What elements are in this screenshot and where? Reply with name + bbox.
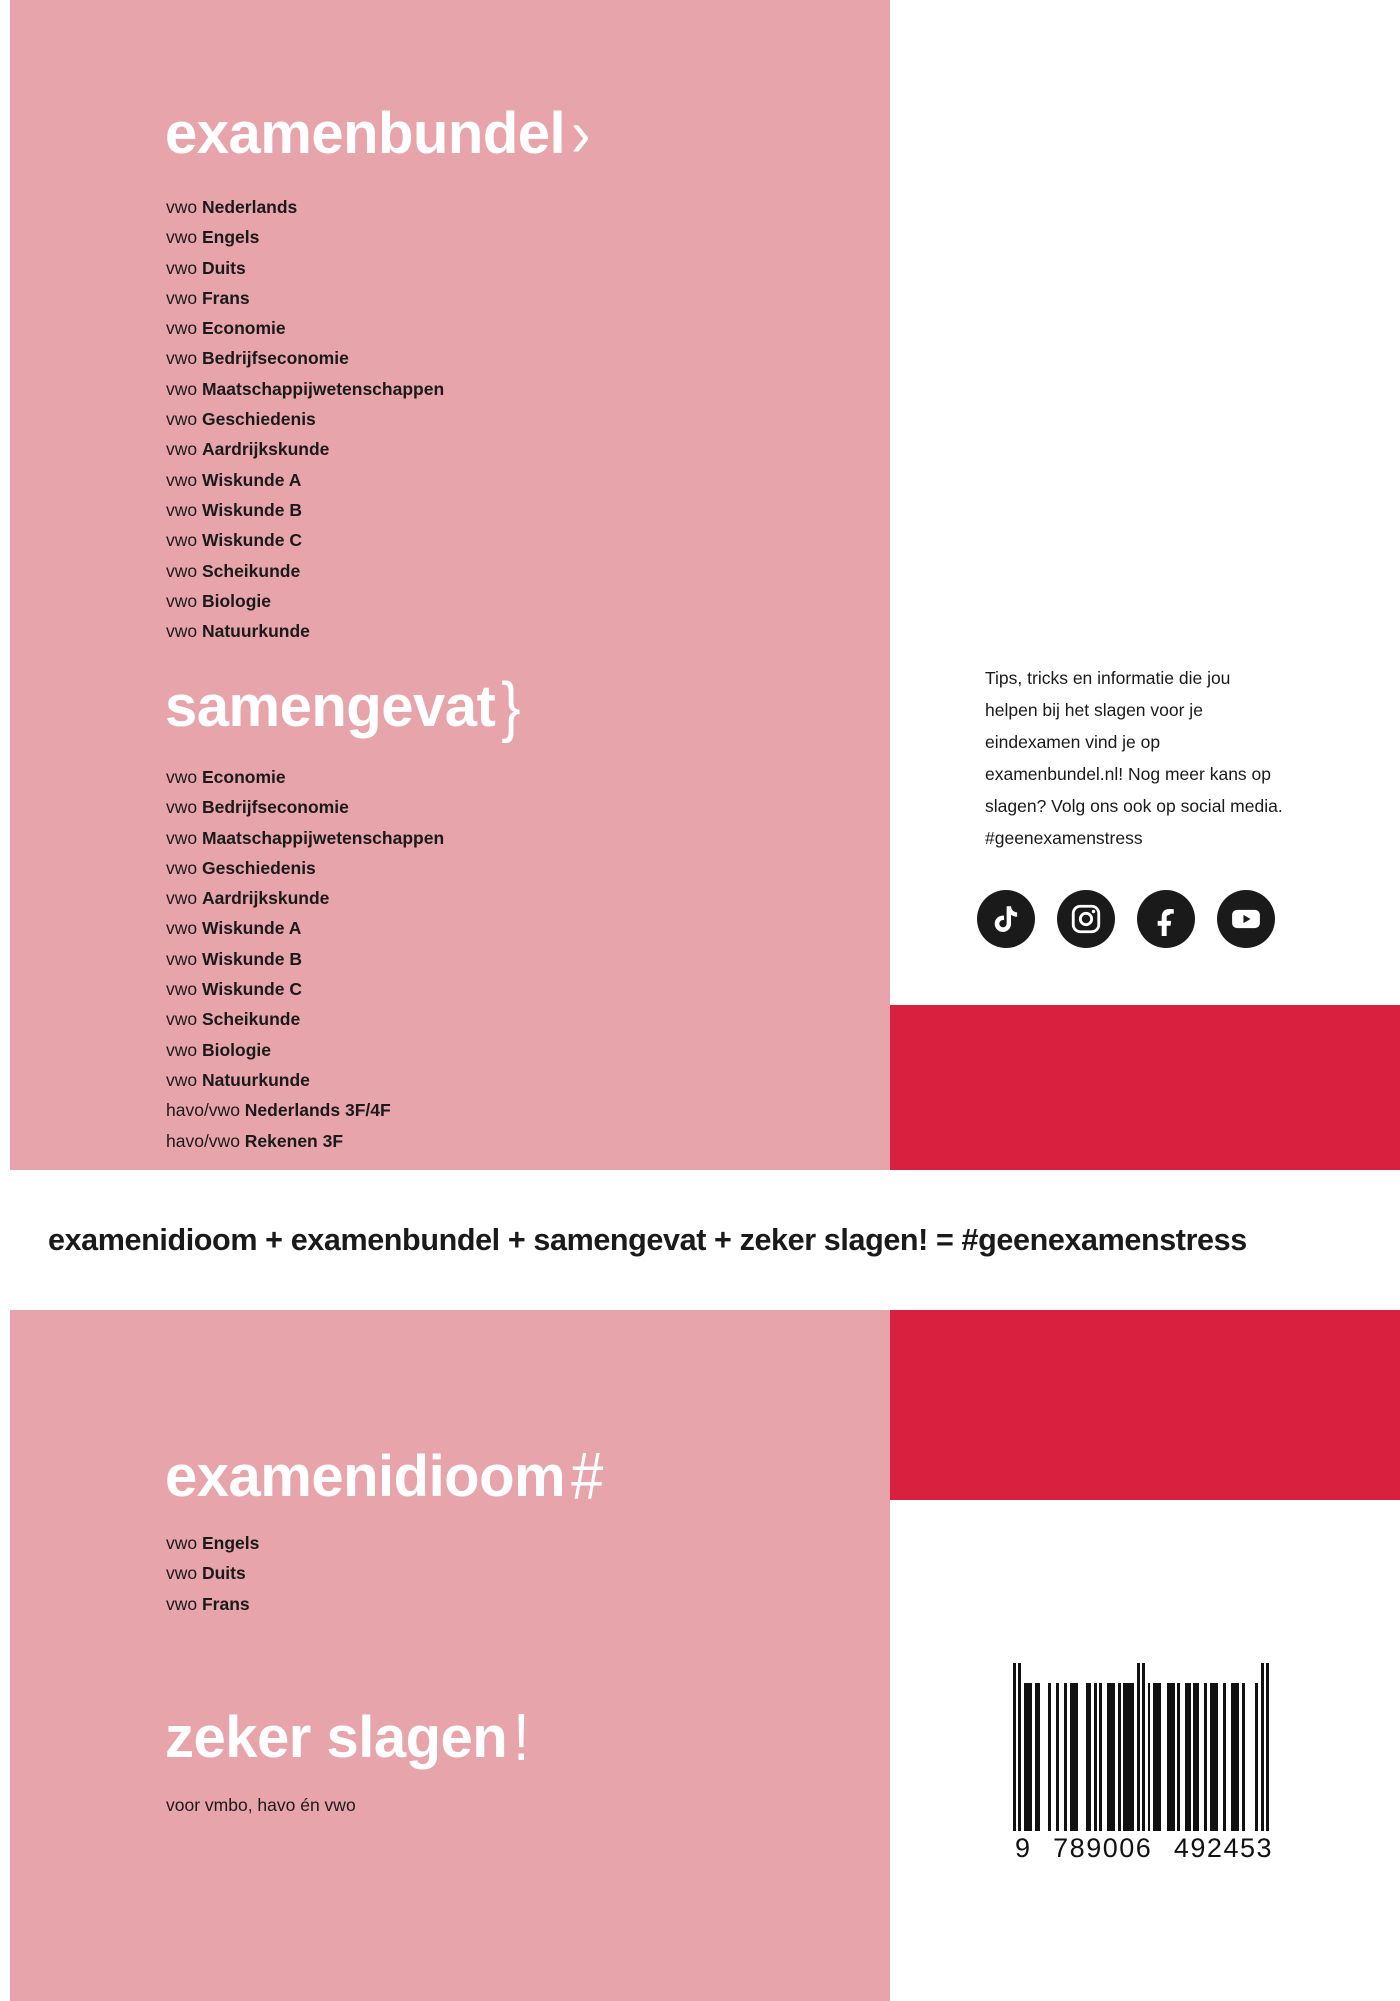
red-block-lower	[890, 1310, 1400, 1500]
subject-list-item	[166, 253, 444, 283]
subject-list-item	[166, 495, 444, 525]
social-media-row	[977, 890, 1275, 948]
subject-list-item	[166, 1558, 259, 1588]
barcode-bar	[1210, 1683, 1218, 1831]
exclamation-icon: !	[513, 1700, 529, 1775]
brace-right-icon: }	[501, 669, 521, 744]
subject-list-item	[166, 313, 444, 343]
subject-name: Natuurkunde	[201, 621, 310, 642]
subject-level: havo/vwo	[166, 1100, 245, 1121]
barcode-bars	[1013, 1663, 1275, 1831]
barcode-digit-lead: 9	[1015, 1833, 1032, 1863]
subject-list-item	[166, 283, 444, 313]
barcode-bar	[1123, 1683, 1134, 1831]
heading-examenidioom	[165, 1439, 603, 1514]
subject-level: vwo	[166, 287, 202, 308]
subject-level: vwo	[166, 197, 202, 217]
subject-list-item	[166, 853, 444, 883]
heading-examenbundel-text: examenbundel	[165, 101, 566, 166]
subject-name: Duits	[201, 257, 246, 278]
subject-level: vwo	[166, 621, 202, 642]
subject-name: Maatschappijwetenschappen	[201, 827, 445, 848]
subject-level: vwo	[166, 227, 202, 248]
subject-list-item	[166, 1004, 444, 1034]
heading-examenidioom-text: examenidioom	[165, 1444, 566, 1509]
subject-list-item	[166, 944, 444, 974]
subject-level: vwo	[166, 797, 202, 818]
instagram-icon[interactable]	[1057, 890, 1115, 948]
subject-list-item	[166, 192, 444, 222]
subject-name: Rekenen 3F	[244, 1130, 344, 1151]
barcode	[1005, 1655, 1283, 1868]
subject-level: vwo	[166, 1593, 202, 1614]
subject-level: vwo	[166, 530, 202, 551]
zeker-slagen-subtitle: voor vmbo, havo én vwo	[166, 1795, 356, 1815]
subject-level: vwo	[166, 767, 202, 787]
subject-name: Frans	[201, 1593, 250, 1614]
subject-list-item	[166, 883, 444, 913]
chevron-right-icon: ›	[571, 96, 590, 171]
subject-name: Aardrijkskunde	[201, 888, 330, 909]
heading-zeker-slagen-text: zeker slagen	[165, 1705, 508, 1770]
subject-name: Maatschappijwetenschappen	[201, 378, 445, 399]
barcode-bar	[1107, 1683, 1115, 1831]
subject-list-item	[166, 1589, 259, 1619]
subject-name: Economie	[201, 767, 286, 787]
subject-level: vwo	[166, 1563, 202, 1584]
heading-examenbundel	[165, 96, 590, 171]
subject-list-item	[166, 222, 444, 252]
subject-name: Aardrijkskunde	[201, 439, 330, 460]
subject-list-item	[166, 556, 444, 586]
subject-name: Scheikunde	[201, 560, 301, 581]
subject-list-item	[166, 404, 444, 434]
youtube-icon[interactable]	[1217, 890, 1275, 948]
subject-name: Wiskunde B	[201, 948, 302, 969]
subject-list-examenidioom	[166, 1528, 259, 1619]
barcode-bar	[1078, 1663, 1086, 1831]
subject-list-item	[166, 913, 444, 943]
barcode-digits-left: 789006	[1053, 1833, 1153, 1863]
subject-list-item	[166, 525, 444, 555]
subject-name: Scheikunde	[201, 1009, 301, 1030]
subject-name: Biologie	[201, 1039, 272, 1060]
barcode-bar	[1040, 1663, 1048, 1831]
subject-level: vwo	[166, 590, 202, 611]
subject-name: Biologie	[201, 590, 272, 611]
subject-name: Bedrijfseconomie	[201, 348, 349, 369]
subject-level: vwo	[166, 439, 202, 460]
subject-name: Bedrijfseconomie	[201, 797, 349, 818]
subject-level: vwo	[166, 1039, 202, 1060]
subject-list-item	[166, 762, 444, 792]
subject-level: vwo	[166, 469, 202, 490]
subject-level: vwo	[166, 409, 202, 430]
subject-name: Economie	[201, 318, 286, 339]
subject-name: Geschiedenis	[201, 409, 316, 430]
barcode-digits-right: 492453	[1173, 1833, 1273, 1863]
subject-list-item	[166, 1065, 444, 1095]
subject-level: vwo	[166, 1069, 202, 1090]
subject-level: vwo	[166, 378, 202, 399]
top-pink-panel	[10, 0, 890, 1170]
subject-list-item	[166, 374, 444, 404]
subject-list-item	[166, 586, 444, 616]
subject-name: Natuurkunde	[201, 1069, 310, 1090]
facebook-icon[interactable]	[1137, 890, 1195, 948]
tips-paragraph: Tips, tricks en informatie die jou helpen bij het slagen voor je eindexamen vind je op examenbundel.nl! Nog meer kans op slagen? Volg ons ook op social media. #geenexamenstress	[985, 668, 1283, 848]
barcode-bar	[1245, 1663, 1256, 1831]
subject-list-item	[166, 974, 444, 1004]
barcode-bar	[1024, 1683, 1032, 1831]
subject-name: Nederlands	[201, 197, 298, 217]
subject-level: vwo	[166, 560, 202, 581]
tiktok-icon[interactable]	[977, 890, 1035, 948]
subject-level: vwo	[166, 979, 202, 1000]
subject-name: Geschiedenis	[201, 857, 316, 878]
subject-list-item	[166, 1035, 444, 1065]
subject-name: Wiskunde C	[201, 530, 302, 551]
subject-name: Wiskunde A	[201, 469, 302, 490]
subject-name: Wiskunde C	[201, 979, 302, 1000]
subject-name: Engels	[201, 227, 260, 248]
subject-level: havo/vwo	[166, 1130, 245, 1151]
subject-list-item	[166, 1528, 259, 1558]
subject-list-item	[166, 343, 444, 373]
barcode-bar	[1231, 1683, 1239, 1831]
bottom-pink-panel	[10, 1310, 890, 2001]
subject-list-samengevat	[166, 762, 444, 1156]
center-tagline-text: examenidioom + examenbundel + samengevat + zeker slagen! = #geenexamenstress	[48, 1222, 1247, 1257]
barcode-bar	[1070, 1683, 1078, 1831]
barcode-bar	[1266, 1663, 1269, 1831]
subject-level: vwo	[166, 348, 202, 369]
subject-list-item	[166, 1126, 444, 1156]
subject-name: Wiskunde B	[201, 499, 302, 520]
heading-samengevat-text: samengevat	[165, 674, 496, 739]
subject-name: Wiskunde A	[201, 918, 302, 939]
heading-zeker-slagen	[165, 1700, 529, 1775]
center-tagline-band	[0, 1170, 1400, 1310]
subject-name: Engels	[201, 1533, 260, 1553]
red-block-upper	[890, 1005, 1400, 1170]
barcode-bar	[1153, 1683, 1161, 1831]
subject-list-examenbundel	[166, 192, 444, 646]
subject-level: vwo	[166, 318, 202, 339]
subject-list-item	[166, 465, 444, 495]
barcode-digits	[1013, 1833, 1275, 1864]
subject-level: vwo	[166, 857, 202, 878]
subject-level: vwo	[166, 499, 202, 520]
subject-level: vwo	[166, 948, 202, 969]
subject-level: vwo	[166, 918, 202, 939]
subject-name: Frans	[201, 287, 250, 308]
hash-icon: #	[571, 1439, 603, 1514]
subject-list-item	[166, 823, 444, 853]
subject-list-item	[166, 616, 444, 646]
subject-name: Nederlands 3F/4F	[244, 1100, 391, 1121]
subject-level: vwo	[166, 827, 202, 848]
barcode-bar	[1167, 1683, 1175, 1831]
subject-list-item	[166, 792, 444, 822]
heading-samengevat	[165, 669, 521, 744]
subject-level: vwo	[166, 257, 202, 278]
subject-name: Duits	[201, 1563, 246, 1584]
subject-level: vwo	[166, 1009, 202, 1030]
subject-level: vwo	[166, 888, 202, 909]
subject-list-item	[166, 434, 444, 464]
subject-level: vwo	[166, 1533, 202, 1553]
subject-list-item	[166, 1095, 444, 1125]
